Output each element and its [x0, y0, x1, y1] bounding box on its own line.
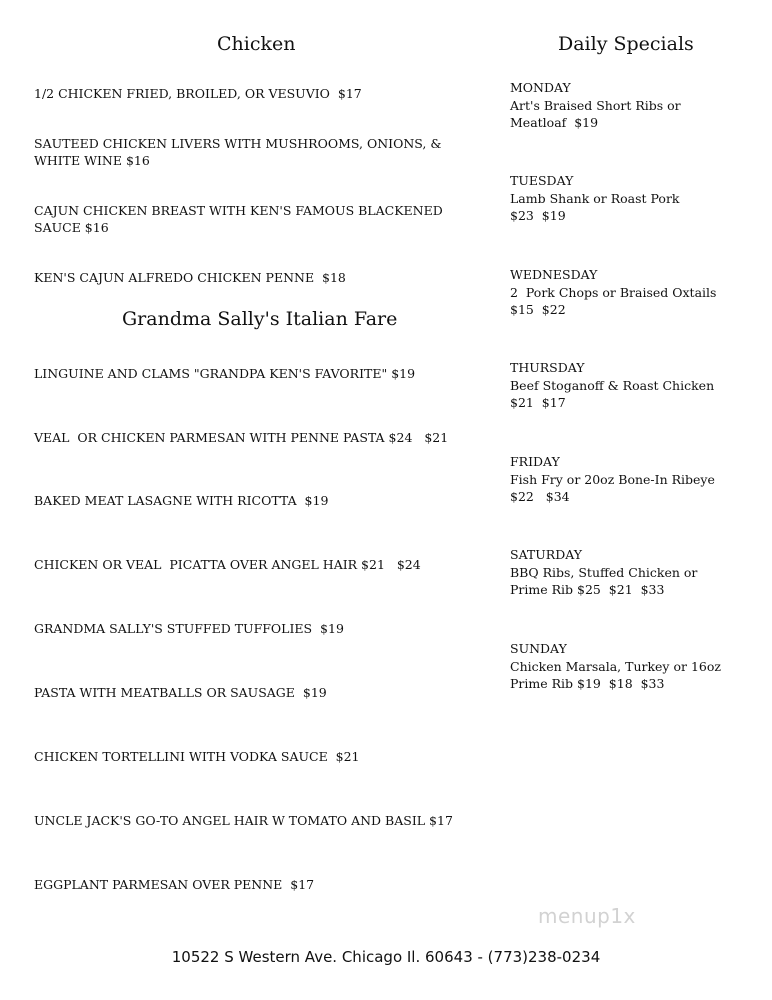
special-description: BBQ Ribs, Stuffed Chicken or	[510, 564, 698, 580]
special-day: WEDNESDAY	[510, 267, 598, 282]
special-description: Fish Fry or 20oz Bone-In Ribeye	[510, 471, 715, 487]
watermark-logo: menup1x	[538, 904, 636, 928]
special-prices: Meatloaf $19	[510, 115, 599, 130]
special-day: FRIDAY	[510, 454, 560, 469]
special-day: TUESDAY	[510, 173, 574, 188]
special-day: MONDAY	[510, 80, 571, 95]
special-day: SATURDAY	[510, 547, 582, 562]
special-saturday	[510, 546, 750, 599]
menu-item: UNCLE JACK'S GO-TO ANGEL HAIR W TOMATO AND BASIL $17	[34, 813, 453, 828]
special-day: SUNDAY	[510, 641, 567, 656]
special-wednesday	[510, 266, 750, 319]
special-thursday	[510, 359, 750, 412]
special-description: Chicken Marsala, Turkey or 16oz	[510, 658, 721, 674]
menu-item: CHICKEN TORTELLINI WITH VODKA SAUCE $21	[34, 749, 360, 764]
chicken-section-heading: Chicken	[217, 33, 296, 55]
menu-item: GRANDMA SALLY'S STUFFED TUFFOLIES $19	[34, 621, 344, 636]
special-description: Beef Stoganoff & Roast Chicken	[510, 377, 715, 393]
menu-item: BAKED MEAT LASAGNE WITH RICOTTA $19	[34, 493, 329, 508]
special-monday	[510, 79, 750, 132]
menu-item: KEN'S CAJUN ALFREDO CHICKEN PENNE $18	[34, 270, 346, 285]
special-sunday	[510, 640, 750, 693]
italian-section-heading: Grandma Sally's Italian Fare	[122, 308, 398, 330]
special-friday	[510, 453, 750, 506]
menu-item: LINGUINE AND CLAMS "GRANDPA KEN'S FAVORITE" $19	[34, 366, 416, 381]
menu-item: CAJUN CHICKEN BREAST WITH KEN'S FAMOUS BLACKENED SAUCE $16	[34, 203, 447, 235]
special-description: Art's Braised Short Ribs or	[510, 97, 681, 113]
special-prices: $22 $34	[510, 489, 570, 504]
special-prices: Prime Rib $19 $18 $33	[510, 676, 665, 691]
special-prices: $15 $22	[510, 302, 566, 317]
menu-item: PASTA WITH MEATBALLS OR SAUSAGE $19	[34, 685, 327, 700]
special-prices: Prime Rib $25 $21 $33	[510, 582, 665, 597]
special-tuesday	[510, 172, 750, 225]
menu-item: CHICKEN OR VEAL PICATTA OVER ANGEL HAIR $21 $24	[34, 557, 421, 572]
special-description: Lamb Shank or Roast Pork	[510, 190, 680, 206]
special-day: THURSDAY	[510, 360, 585, 375]
menu-item: EGGPLANT PARMESAN OVER PENNE $17	[34, 877, 315, 892]
menu-item: SAUTEED CHICKEN LIVERS WITH MUSHROOMS, ONIONS, & WHITE WINE $16	[34, 136, 446, 168]
daily-specials-heading: Daily Specials	[558, 33, 694, 55]
special-description: 2 Pork Chops or Braised Oxtails	[510, 284, 717, 300]
special-prices: $23 $19	[510, 208, 566, 223]
menu-item: VEAL OR CHICKEN PARMESAN WITH PENNE PASTA $24 $21	[34, 430, 449, 445]
menu-item: 1/2 CHICKEN FRIED, BROILED, OR VESUVIO $17	[34, 86, 362, 101]
special-prices: $21 $17	[510, 395, 566, 410]
footer-address: 10522 S Western Ave. Chicago Il. 60643 - (773)238-0234	[171, 948, 601, 966]
